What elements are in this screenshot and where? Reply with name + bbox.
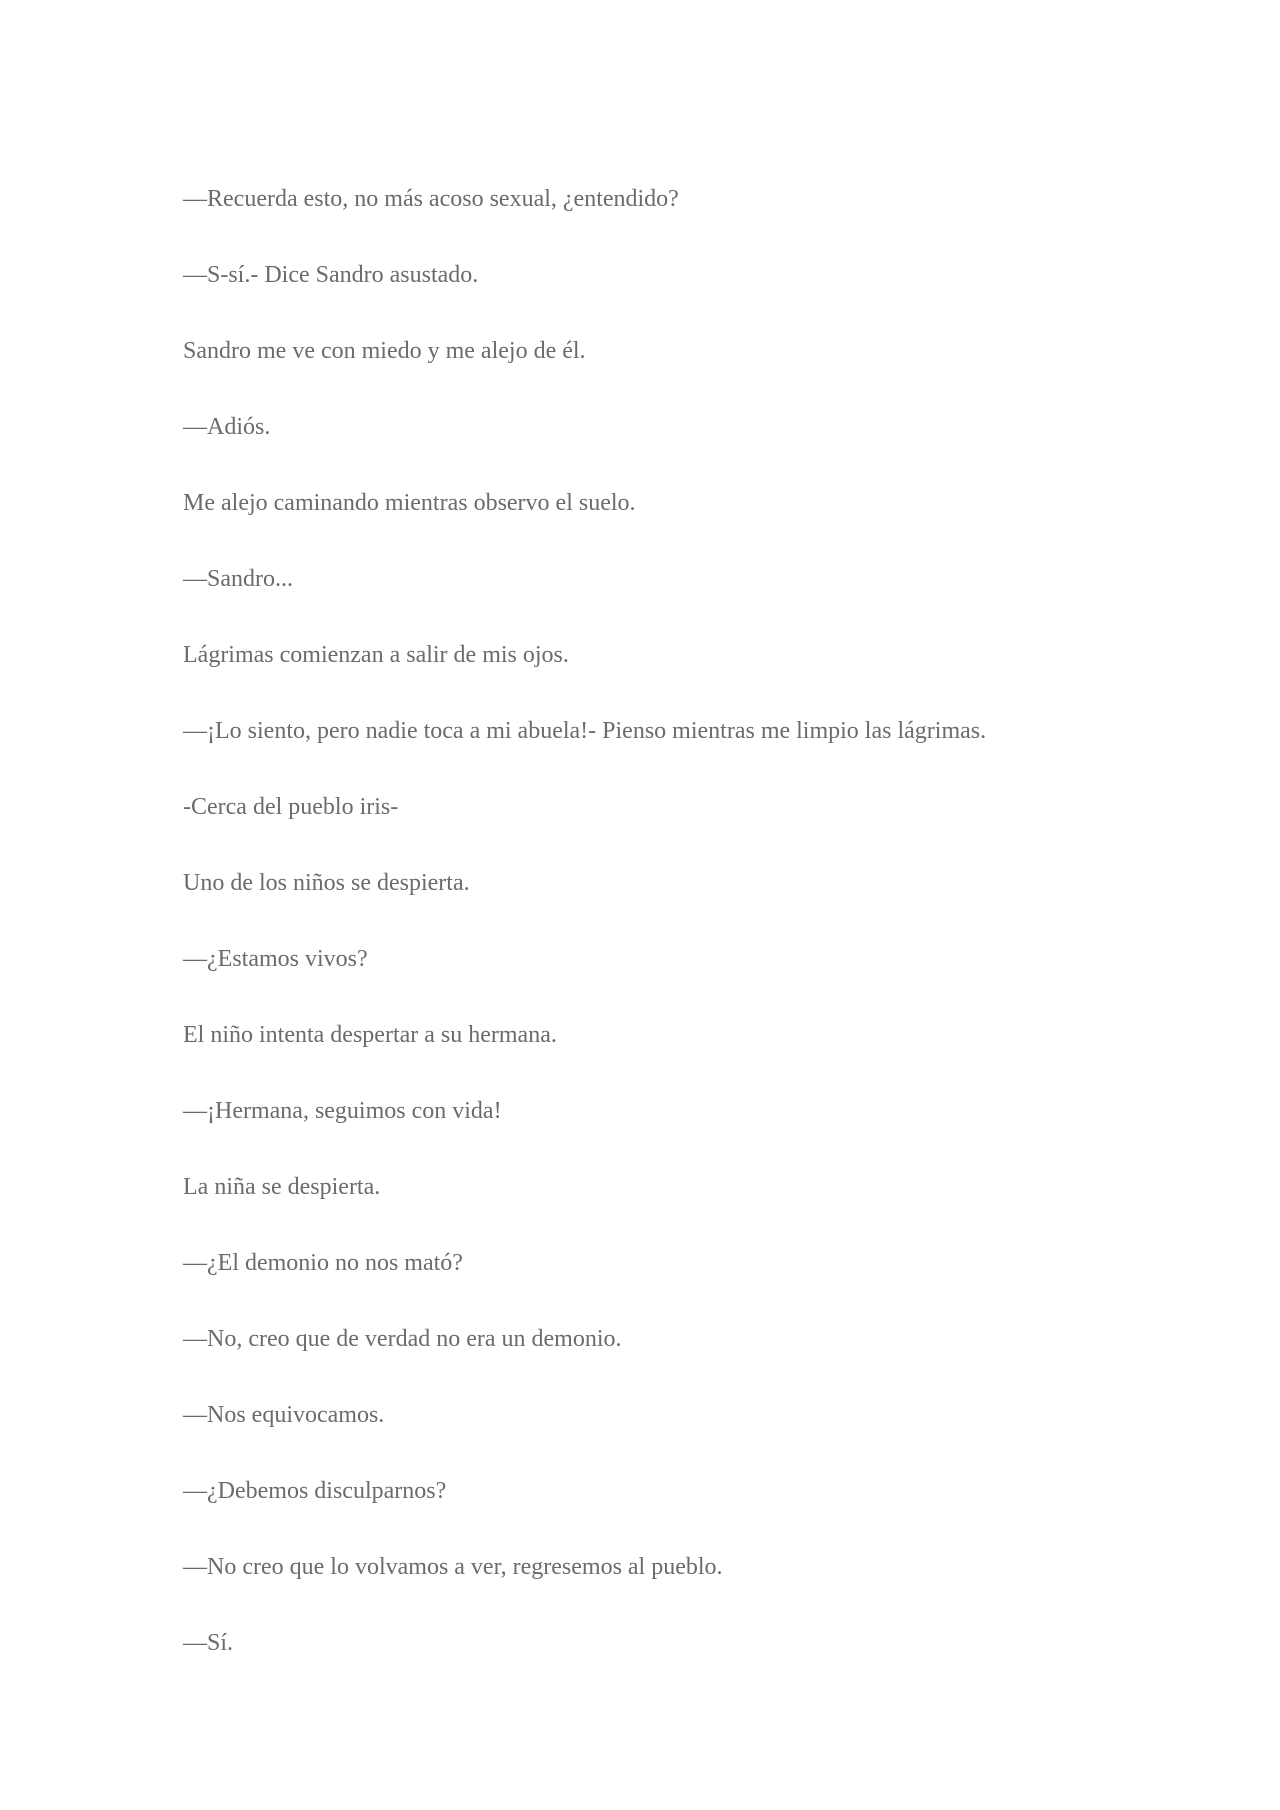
paragraph: —Sí. (183, 1630, 234, 1656)
paragraph: —¡Hermana, seguimos con vida! (183, 1098, 502, 1124)
paragraph: El niño intenta despertar a su hermana. (183, 1022, 557, 1048)
paragraph: Me alejo caminando mientras observo el suelo. (183, 490, 636, 516)
paragraph: Lágrimas comienzan a salir de mis ojos. (183, 642, 569, 668)
paragraph: —Nos equivocamos. (183, 1402, 385, 1428)
paragraph: La niña se despierta. (183, 1174, 381, 1200)
paragraph: —No creo que lo volvamos a ver, regresemos al pueblo. (183, 1554, 723, 1580)
paragraph: —¿Debemos disculparnos? (183, 1478, 447, 1504)
paragraph: —¿El demonio no nos mató? (183, 1250, 463, 1276)
paragraph: —Adiós. (183, 414, 271, 440)
paragraph: —¿Estamos vivos? (183, 946, 368, 972)
scene-heading: -Cerca del pueblo iris- (183, 794, 399, 820)
text-column (183, 176, 1103, 1696)
paragraph: —Sandro... (183, 566, 293, 592)
paragraph: —No, creo que de verdad no era un demonio. (183, 1326, 622, 1352)
paragraph: Uno de los niños se despierta. (183, 870, 470, 896)
paragraph: —¡Lo siento, pero nadie toca a mi abuela!- Pienso mientras me limpio las lágrimas. (183, 718, 987, 744)
paragraph: Sandro me ve con miedo y me alejo de él. (183, 338, 586, 364)
paragraph: —Recuerda esto, no más acoso sexual, ¿entendido? (183, 186, 679, 212)
paragraph: —S-sí.- Dice Sandro asustado. (183, 262, 479, 288)
